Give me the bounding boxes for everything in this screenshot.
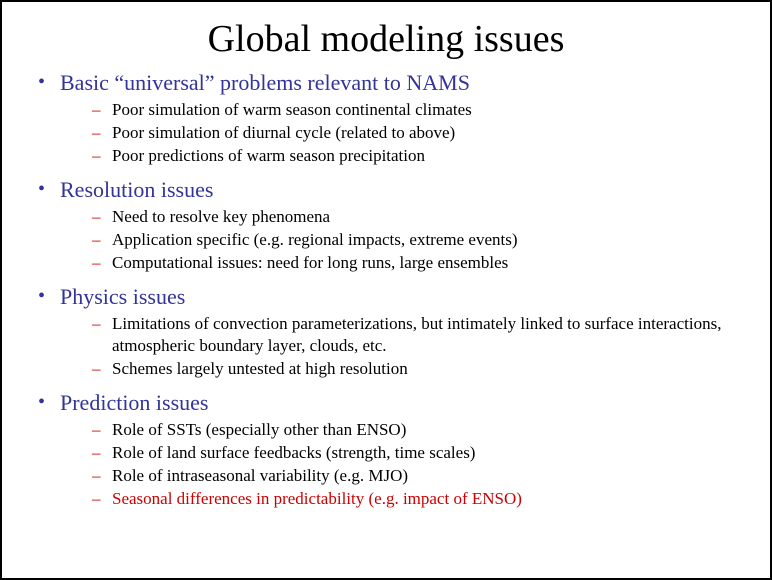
bullet-level2 <box>38 358 756 380</box>
dash-marker-icon: – <box>92 466 101 486</box>
bullet-marker-icon: • <box>38 391 46 414</box>
bullet-level2 <box>38 145 756 167</box>
bullet-level2-label: Poor predictions of warm season precipitation <box>112 145 426 165</box>
bullet-level2 <box>38 206 756 228</box>
bullet-level1-label: Basic “universal” problems relevant to NAMS <box>60 69 470 95</box>
bullet-level1 <box>38 177 756 204</box>
dash-marker-icon: – <box>92 359 101 379</box>
bullet-level2-label: Role of SSTs (especially other than ENSO) <box>112 420 407 440</box>
bullet-level2-label: Limitations of convection parameterizations, but intimately linked to surface interactions, atmospheric boundary layer, clouds, etc. <box>112 313 722 356</box>
bullet-level2 <box>38 419 756 441</box>
bullet-level2 <box>38 465 756 487</box>
bullet-level2-label: Seasonal differences in predictability (e.g. impact of ENSO) <box>112 489 522 509</box>
bullet-marker-icon: • <box>38 70 46 93</box>
bullet-group <box>38 177 756 274</box>
dash-marker-icon: – <box>92 145 101 165</box>
bullet-marker-icon: • <box>38 285 46 308</box>
bullet-level1-label: Resolution issues <box>60 177 214 202</box>
dash-marker-icon: – <box>92 122 101 142</box>
bullet-level2-label: Role of land surface feedbacks (strength, time scales) <box>112 443 476 463</box>
dash-marker-icon: – <box>92 313 101 333</box>
bullet-level2 <box>38 122 756 144</box>
bullet-level2 <box>38 99 756 121</box>
dash-marker-icon: – <box>92 253 101 273</box>
bullet-marker-icon: • <box>38 178 46 200</box>
bullet-level1 <box>38 284 756 311</box>
bullet-level2 <box>38 229 756 251</box>
bullet-level2 <box>38 252 756 274</box>
bullet-level2 <box>38 442 756 464</box>
sub-bullet-list <box>38 206 756 274</box>
dash-marker-icon: – <box>92 206 101 226</box>
bullet-level2 <box>38 313 756 357</box>
bullet-level2-highlighted <box>38 488 756 510</box>
sub-bullet-list <box>38 419 756 510</box>
bullet-level2-label: Poor simulation of warm season continental climates <box>112 99 472 119</box>
bullet-level1-label: Physics issues <box>60 284 186 310</box>
bullet-level1 <box>38 70 756 97</box>
bullet-level1 <box>38 390 756 417</box>
dash-marker-icon: – <box>92 229 101 249</box>
bullet-level2-label: Poor simulation of diurnal cycle (related to above) <box>112 122 456 142</box>
slide-body <box>2 70 770 511</box>
bullet-level1-label: Prediction issues <box>60 390 209 416</box>
sub-bullet-list <box>38 313 756 380</box>
bullet-level2-label: Application specific (e.g. regional impacts, extreme events) <box>112 229 518 249</box>
sub-bullet-list <box>38 99 756 167</box>
page-title: Global modeling issues <box>207 18 565 60</box>
dash-marker-icon: – <box>92 489 101 509</box>
bullet-level2-label: Computational issues: need for long runs, large ensembles <box>112 253 509 273</box>
bullet-group <box>38 70 756 167</box>
bullet-level2-label: Schemes largely untested at high resolution <box>112 359 408 379</box>
dash-marker-icon: – <box>92 420 101 440</box>
dash-marker-icon: – <box>92 99 101 119</box>
bullet-group <box>38 390 756 510</box>
dash-marker-icon: – <box>92 443 101 463</box>
bullet-group <box>38 284 756 380</box>
bullet-level2-label: Need to resolve key phenomena <box>112 206 331 226</box>
bullet-level2-label: Role of intraseasonal variability (e.g. MJO) <box>112 466 409 486</box>
